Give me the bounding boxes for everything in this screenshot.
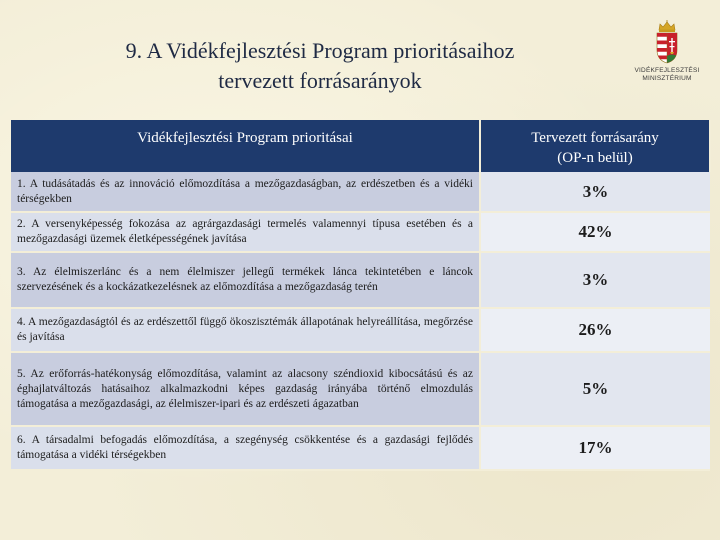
table-row [11, 426, 710, 470]
ministry-name-line2: MINISZTÉRIUM [642, 75, 692, 82]
priority-description: 3. Az élelmiszerlánc és a nem élelmiszer jellegű termékek lánca tekintetében e láncok szervezésének és a kockázatkezelésnek az előmozdítása a mezőgazdaság terén [11, 252, 480, 308]
slide-title-line1: 9. A Vidékfejlesztési Program prioritásaihoz [125, 38, 515, 63]
priority-description: 6. A társadalmi befogadás előmozdítása, a szegénység csökkentése és a gazdasági fejlődés támogatása a vidéki térségekben [11, 426, 480, 470]
priority-share: 5% [480, 352, 710, 426]
priority-description: 2. A versenyképesség fokozása az agrárgazdasági termelés valamennyi típusa esetében és a mezőgazdasági üzemek életképességének javítása [11, 212, 480, 252]
ministry-name-line1: VIDÉKFEJLESZTÉSI [634, 67, 700, 74]
table-header-row [11, 120, 710, 172]
column-header-share [480, 120, 710, 172]
priority-description: 4. A mezőgazdaságtól és az erdészettől függő ökoszisztémák állapotának helyreállítása, megőrzése és javítása [11, 308, 480, 352]
table-row [11, 172, 710, 212]
table-row [11, 352, 710, 426]
table-row [11, 252, 710, 308]
hungarian-coat-of-arms-icon [654, 20, 680, 64]
priority-share: 42% [480, 212, 710, 252]
column-header-share-sublabel: (OP-n belül) [557, 150, 633, 166]
slide-title [60, 36, 580, 96]
table-row [11, 212, 710, 252]
priority-share: 26% [480, 308, 710, 352]
slide-title-line2: tervezett forrásarányok [218, 68, 422, 93]
priority-share: 17% [480, 426, 710, 470]
column-header-priorities-label: Vidékfejlesztési Program prioritásai [137, 130, 353, 146]
priority-description: 5. Az erőforrás-hatékonyság előmozdítása, valamint az alacsony széndioxid kibocsátású és az éghajlatváltozás hatásaihoz alkalmazkodni képes gazdaság irányába történő elmozdulás támogatása a mezőgazdasági, az élelmiszer-ipari és az erdészeti ágazatban [11, 352, 480, 426]
column-header-share-label: Tervezett forrásarány [531, 130, 659, 146]
ministry-name [632, 67, 702, 83]
column-header-priorities [11, 120, 480, 172]
table-row [11, 308, 710, 352]
priority-share: 3% [480, 252, 710, 308]
priority-table [11, 120, 711, 471]
priority-share: 3% [480, 172, 710, 212]
priority-description: 1. A tudásátadás és az innováció előmozdítása a mezőgazdaságban, az erdészetben és a vidéki térségekben [11, 172, 480, 212]
ministry-logo [632, 20, 702, 90]
